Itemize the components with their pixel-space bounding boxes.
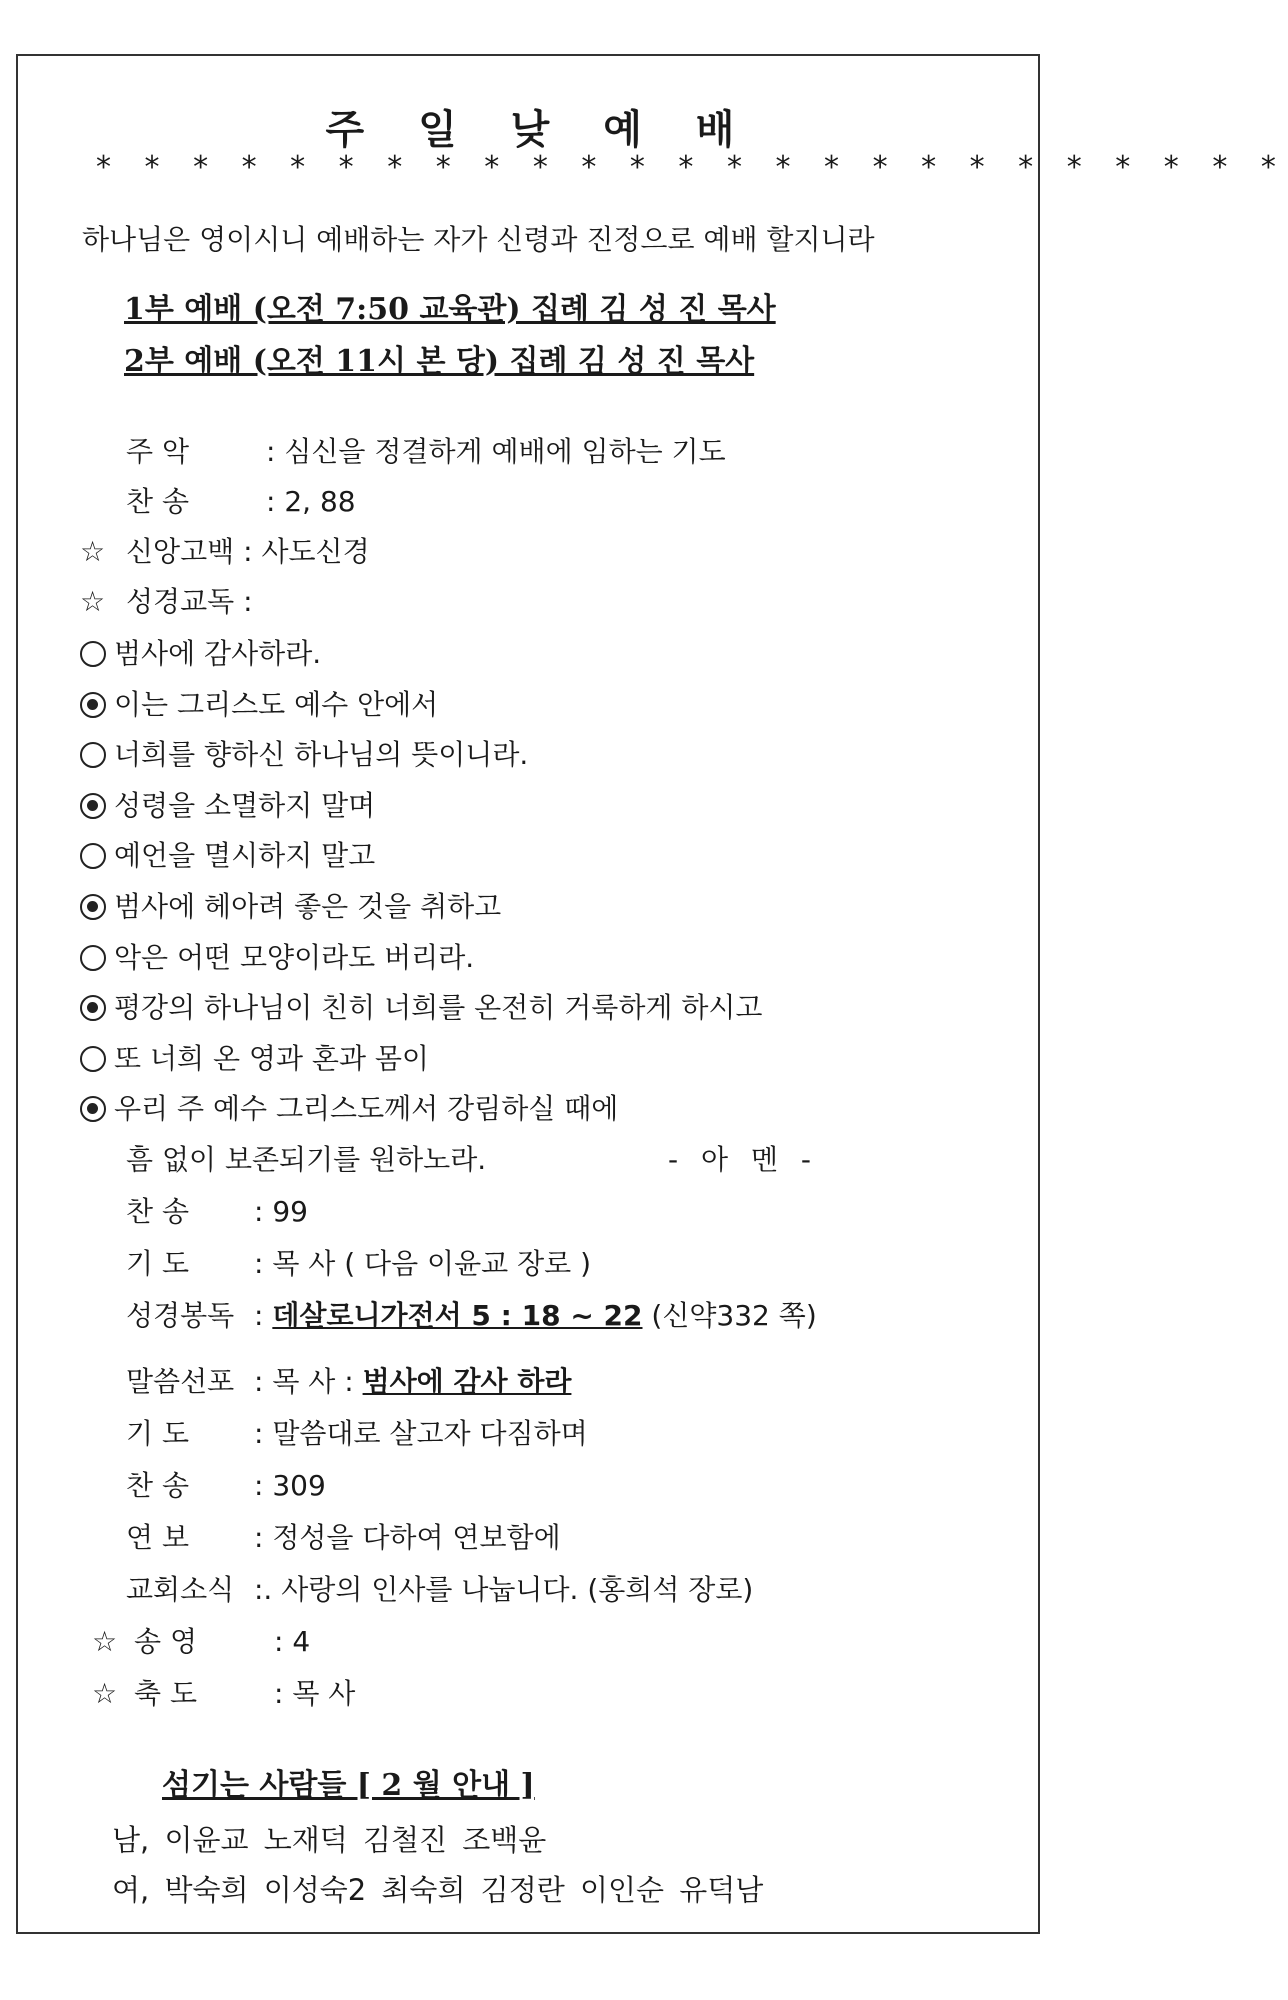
hymn3-label: 찬 송	[126, 1469, 189, 1502]
doxology-value: : 4	[274, 1625, 311, 1658]
order-hymn-1	[80, 482, 356, 522]
order-scripture	[80, 1296, 817, 1336]
reading-label: 성경교독 :	[126, 585, 253, 618]
service-first: 1부 예배 (오전 7:50 교육관) 집례 김 성 진 목사	[124, 292, 776, 327]
order-sermon	[80, 1362, 571, 1402]
order-benediction	[92, 1674, 355, 1714]
servers-men: 남, 이윤교 노재덕 김철진 조백윤	[112, 1823, 547, 1857]
order-doxology	[92, 1622, 310, 1662]
reading-line	[80, 685, 438, 725]
reading-text: 범사에 헤아려 좋은 것을 취하고	[114, 890, 502, 923]
sermon-title: 범사에 감사 하라	[362, 1365, 572, 1398]
order-hymn-2	[80, 1192, 308, 1232]
prelude-value: : 심신을 정결하게 예배에 임하는 기도	[266, 435, 726, 468]
star-icon: ☆	[92, 1677, 118, 1710]
reading-text: 성령을 소멸하지 말며	[114, 789, 376, 822]
order-creed	[80, 532, 370, 572]
star-icon: ☆	[80, 535, 106, 568]
reading-text: 이는 그리스도 예수 안에서	[114, 688, 439, 721]
filled-circle-icon	[80, 793, 106, 819]
page-title: 주 일 낮 예 배	[325, 106, 755, 153]
benediction-value: : 목 사	[274, 1677, 356, 1710]
reading-end-line	[80, 1140, 486, 1180]
amen: - 아 멘 -	[668, 1143, 812, 1176]
star-icon: ☆	[92, 1625, 118, 1658]
reading-line	[80, 988, 762, 1028]
star-icon: ☆	[80, 585, 106, 618]
reading-text: 너희를 향하신 하나님의 뜻이니라.	[114, 738, 529, 771]
doxology-label: 송 영	[134, 1625, 197, 1658]
reading-line	[80, 938, 474, 978]
star-divider: * * * * * * * * * * * * * * * * * * * * * * * * *	[96, 150, 1288, 185]
servers-women: 여, 박숙희 이성숙2 최숙희 김정란 이인순 유덕남	[112, 1873, 764, 1907]
reading-text: 또 너희 온 영과 혼과 몸이	[114, 1042, 429, 1075]
open-circle-icon	[80, 945, 106, 971]
hymn1-label: 찬 송	[126, 485, 189, 518]
verse-line: 하나님은 영이시니 예배하는 자가 신령과 진정으로 예배 할지니라	[82, 223, 875, 256]
creed-label: 신앙고백	[126, 535, 235, 568]
hymn1-value: : 2, 88	[266, 485, 356, 518]
scripture-label: 성경봉독	[126, 1299, 235, 1332]
scripture-reference: 데살로니가전서 5 : 18 ~ 22	[272, 1299, 643, 1332]
open-circle-icon	[80, 641, 106, 667]
open-circle-icon	[80, 1046, 106, 1072]
open-circle-icon	[80, 843, 106, 869]
offering-label: 연 보	[126, 1521, 189, 1554]
reading-line	[80, 634, 321, 674]
reading-line	[80, 786, 375, 826]
scripture-sep: :	[254, 1299, 264, 1332]
order-reading	[80, 582, 253, 622]
service-second: 2부 예배 (오전 11시 본 당) 집례 김 성 진 목사	[124, 344, 755, 379]
hymn3-value: : 309	[254, 1469, 326, 1502]
filled-circle-icon	[80, 1096, 106, 1122]
benediction-label: 축 도	[134, 1677, 197, 1710]
hymn2-value: : 99	[254, 1195, 308, 1228]
hymn2-label: 찬 송	[126, 1195, 189, 1228]
news-value: :. 사랑의 인사를 나눕니다. (홍희석 장로)	[254, 1573, 754, 1606]
servers-title: 섬기는 사람들 [ 2 월 안내 ]	[162, 1768, 535, 1803]
prayer2-label: 기 도	[126, 1417, 189, 1450]
filled-circle-icon	[80, 692, 106, 718]
reading-end: 흠 없이 보존되기를 원하노라.	[126, 1143, 487, 1176]
prayer-value: : 목 사 ( 다음 이윤교 장로 )	[254, 1247, 592, 1280]
order-prelude	[80, 432, 726, 472]
reading-text: 범사에 감사하라.	[114, 637, 322, 670]
offering-value: : 정성을 다하여 연보함에	[254, 1521, 561, 1554]
reading-line	[80, 735, 528, 775]
reading-text: 평강의 하나님이 친히 너희를 온전히 거룩하게 하시고	[114, 991, 763, 1024]
filled-circle-icon	[80, 995, 106, 1021]
order-prayer	[80, 1244, 591, 1284]
reading-line	[80, 1039, 429, 1079]
prayer2-value: : 말씀대로 살고자 다짐하며	[254, 1417, 588, 1450]
reading-text: 예언을 멸시하지 말고	[114, 839, 376, 872]
reading-text: 우리 주 예수 그리스도께서 강림하실 때에	[114, 1092, 619, 1125]
news-label: 교회소식	[126, 1573, 235, 1606]
open-circle-icon	[80, 742, 106, 768]
reading-line	[80, 887, 501, 927]
prayer-label: 기 도	[126, 1247, 189, 1280]
order-prayer-2	[80, 1414, 588, 1454]
sermon-label: 말씀선포	[126, 1365, 235, 1398]
scripture-page: (신약332 쪽)	[651, 1299, 817, 1332]
reading-text: 악은 어떤 모양이라도 버리라.	[114, 941, 475, 974]
reading-line	[80, 836, 375, 876]
prelude-label: 주 악	[126, 435, 189, 468]
order-news	[80, 1570, 753, 1610]
filled-circle-icon	[80, 894, 106, 920]
sermon-prefix: : 목 사 :	[254, 1365, 354, 1398]
creed-value: : 사도신경	[243, 535, 370, 568]
order-offering	[80, 1518, 561, 1558]
order-hymn-3	[80, 1466, 326, 1506]
reading-line	[80, 1089, 618, 1129]
